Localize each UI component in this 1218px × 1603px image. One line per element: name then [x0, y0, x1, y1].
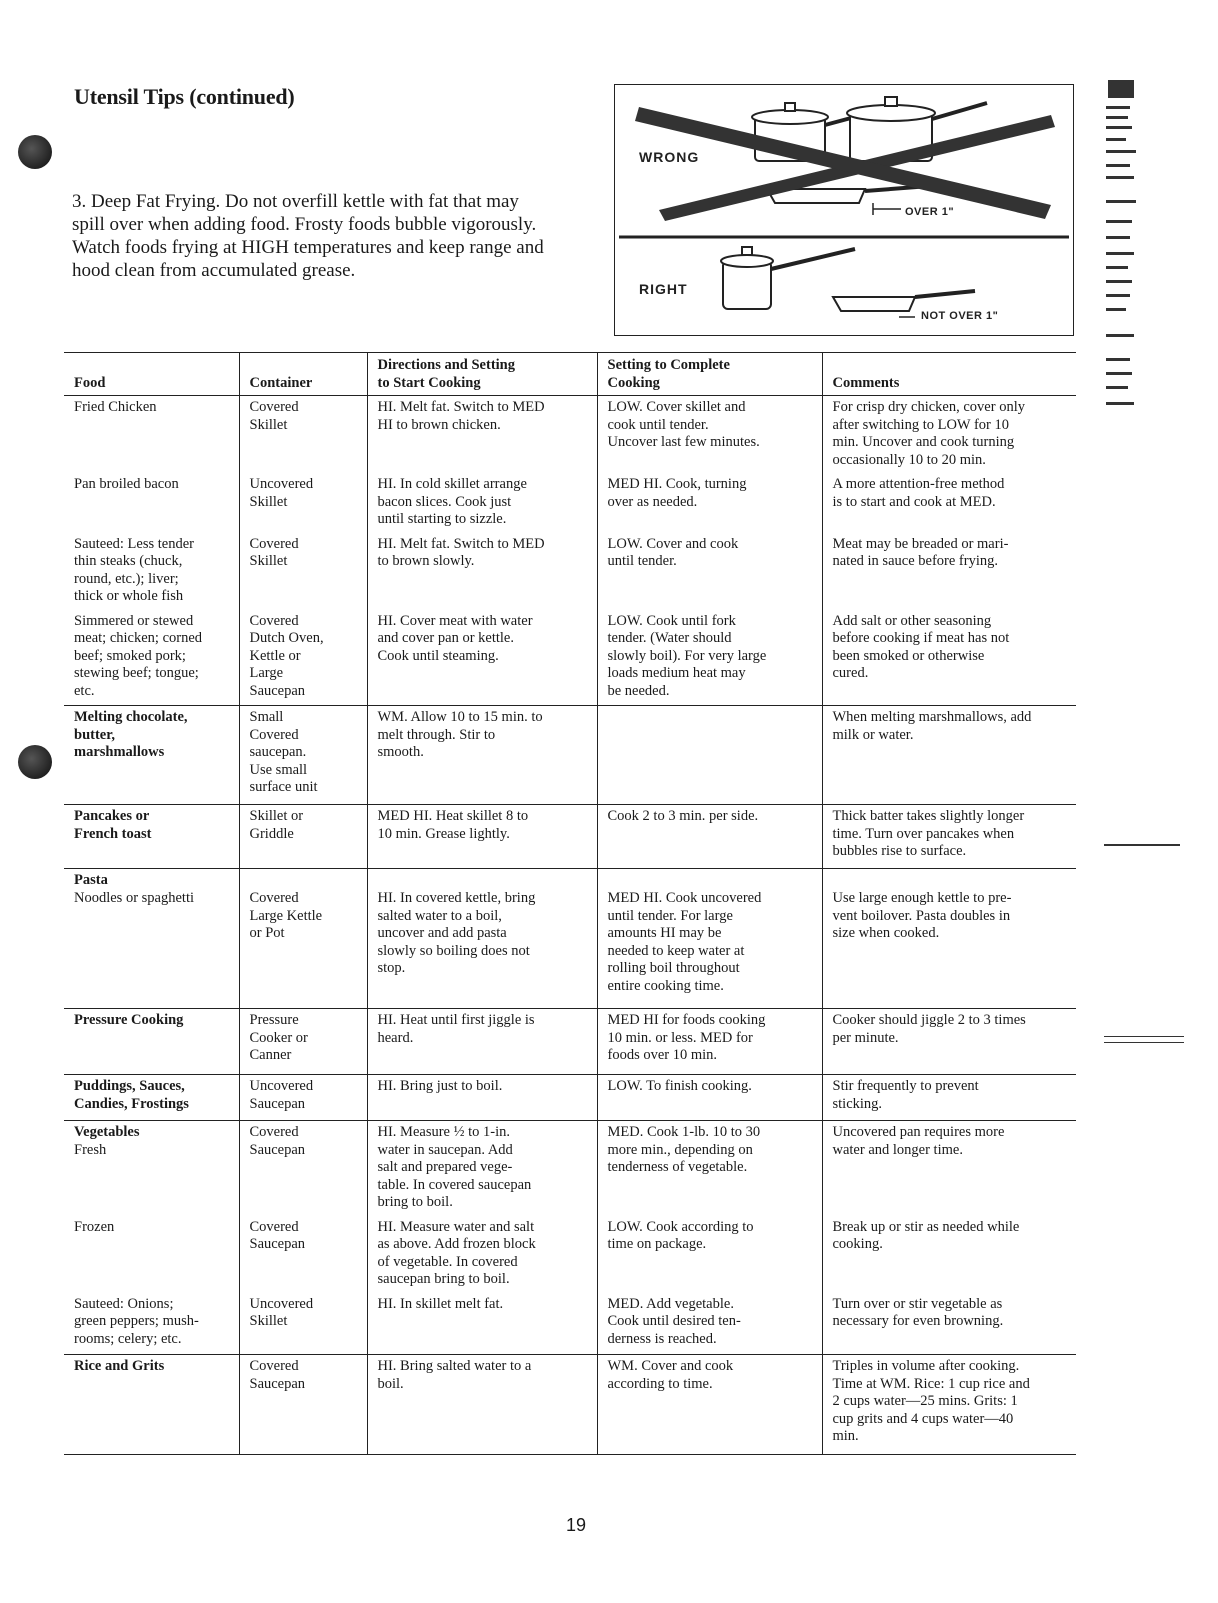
table-row	[64, 473, 1076, 533]
cell-food: Fried Chicken	[74, 399, 157, 415]
cell-complete: LOW. To finish cooking.	[597, 1075, 822, 1121]
food-category-vegetables: Vegetables	[74, 1124, 140, 1140]
cell-directions: MED HI. Heat skillet 8 to 10 min. Grease lightly.	[367, 805, 597, 869]
cell-food: Pan broiled bacon	[74, 476, 179, 492]
cell-directions: HI. Cover meat with water and cover pan or kettle. Cook until steaming.	[367, 610, 597, 706]
cell-container: Uncovered Skillet	[239, 473, 367, 533]
cell-complete: WM. Cover and cook according to time.	[597, 1355, 822, 1455]
cell-directions: HI. Measure ½ to 1-in. water in saucepan. Add salt and prepared vege- table. In covered saucepan bring to boil.	[367, 1121, 597, 1216]
cell-directions: HI. Heat until first jiggle is heard.	[367, 1009, 597, 1075]
cell-comments: Thick batter takes slightly longer time. Turn over pancakes when bubbles rise to surface.	[822, 805, 1076, 869]
table-row	[64, 706, 1076, 805]
cell-container: Covered Skillet	[239, 533, 367, 610]
food-item: Noodles or spaghetti	[74, 889, 195, 906]
page-title: Utensil Tips (continued)	[74, 84, 295, 109]
over-note: OVER 1"	[905, 206, 955, 218]
table-row	[64, 1355, 1076, 1455]
not-over-note: NOT OVER 1"	[921, 310, 999, 322]
table-row	[64, 869, 1076, 1009]
cell-container: Uncovered Skillet	[239, 1293, 367, 1355]
cell-complete: MED. Add vegetable. Cook until desired ten- derness is reached.	[597, 1293, 822, 1355]
table-row	[64, 610, 1076, 706]
cell-comments: A more attention-free method is to start and cook at MED.	[822, 473, 1076, 533]
page-number: 19	[566, 1515, 587, 1535]
cell-comments: Uncovered pan requires more water and longer time.	[822, 1121, 1076, 1216]
cell-container: Covered Saucepan	[239, 1216, 367, 1293]
cell-comments: When melting marshmallows, add milk or water.	[822, 706, 1076, 805]
cell-food: Pancakes or French toast	[64, 805, 239, 869]
cell-comments: For crisp dry chicken, cover only after switching to LOW for 10 min. Uncover and cook turning occasionally 10 to 20 min.	[822, 396, 1076, 474]
cell-directions: HI. Melt fat. Switch to MED HI to brown chicken.	[367, 396, 597, 474]
cell-comments: Break up or stir as needed while cooking.	[822, 1216, 1076, 1293]
cell-complete: LOW. Cover and cook until tender.	[597, 533, 822, 610]
cell-comments: Turn over or stir vegetable as necessary for even browning.	[822, 1293, 1076, 1355]
food-item: Fresh	[74, 1141, 107, 1158]
cell-complete: MED HI for foods cooking 10 min. or less. MED for foods over 10 min.	[597, 1009, 822, 1075]
cell-directions: HI. Measure water and salt as above. Add frozen block of vegetable. In covered saucepan bring to boil.	[367, 1216, 597, 1293]
cell-food: Rice and Grits	[64, 1355, 239, 1455]
cell-complete: LOW. Cover skillet and cook until tender. Uncover last few minutes.	[597, 396, 822, 474]
cell-complete: Cook 2 to 3 min. per side.	[597, 805, 822, 869]
cell-directions: WM. Allow 10 to 15 min. to melt through. Stir to smooth.	[367, 706, 597, 805]
cell-directions: HI. In covered kettle, bring salted water to a boil, uncover and add pasta slowly so boiling does not stop.	[367, 869, 597, 1009]
cell-comments: Triples in volume after cooking. Time at WM. Rice: 1 cup rice and 2 cups water—25 mins. Grits: 1 cup grits and 4 cups water—40 min.	[822, 1355, 1076, 1455]
cell-food: Puddings, Sauces, Candies, Frostings	[64, 1075, 239, 1121]
table-row	[64, 805, 1076, 869]
cell-comments: Meat may be breaded or mari- nated in sauce before frying.	[822, 533, 1076, 610]
cell-comments: Cooker should jiggle 2 to 3 times per minute.	[822, 1009, 1076, 1075]
cell-food: Pressure Cooking	[64, 1009, 239, 1075]
punch-hole-top	[18, 135, 52, 169]
wrong-label: WRONG	[639, 149, 700, 165]
table-row	[64, 1075, 1076, 1121]
cell-directions: HI. Melt fat. Switch to MED to brown slowly.	[367, 533, 597, 610]
cell-food: Simmered or stewed meat; chicken; corned beef; smoked pork; stewing beef; tongue; etc.	[64, 610, 239, 706]
table-row	[64, 1216, 1076, 1293]
cell-container: Covered Saucepan	[239, 1355, 367, 1455]
cell-container: Covered Dutch Oven, Kettle or Large Saucepan	[239, 610, 367, 706]
cell-container: Small Covered saucepan. Use small surface unit	[239, 706, 367, 805]
table-row	[64, 1121, 1076, 1216]
header-directions: Directions and Setting to Start Cooking	[367, 353, 597, 396]
cell-complete: MED. Cook 1-lb. 10 to 30 more min., depending on tenderness of vegetable.	[597, 1121, 822, 1216]
right-pots-drawing	[721, 247, 975, 311]
cell-container: Uncovered Saucepan	[239, 1075, 367, 1121]
table-row	[64, 396, 1076, 474]
cell-food	[64, 869, 239, 1009]
punch-hole-middle	[18, 745, 52, 779]
utensil-drawing	[615, 85, 1073, 335]
table-row	[64, 1009, 1076, 1075]
cell-comments: Stir frequently to prevent sticking.	[822, 1075, 1076, 1121]
cell-directions: HI. In skillet melt fat.	[367, 1293, 597, 1355]
cell-container: Covered Skillet	[239, 396, 367, 474]
deep-fat-frying-tip: 3. Deep Fat Frying. Do not overfill kettle with fat that may spill over when adding food. Frosty foods bubble vigorously. Watch foods frying at HIGH temperatures and keep range and hood clean from accumulated grease.	[72, 191, 544, 281]
header-comments: Comments	[822, 353, 1076, 396]
cell-container: Skillet or Griddle	[239, 805, 367, 869]
cell-food	[64, 1121, 239, 1216]
header-complete: Setting to Complete Cooking	[597, 353, 822, 396]
header-food: Food	[64, 353, 239, 396]
cell-complete: MED HI. Cook, turning over as needed.	[597, 473, 822, 533]
right-label: RIGHT	[639, 281, 688, 297]
cell-complete: LOW. Cook according to time on package.	[597, 1216, 822, 1293]
cell-complete: MED HI. Cook uncovered until tender. For large amounts HI may be needed to keep water at rolling boil throughout entire cooking time.	[597, 869, 822, 1009]
cooking-guide-table	[64, 352, 1076, 1455]
cell-container: Covered Large Kettle or Pot	[239, 869, 367, 1009]
utensil-illustration	[614, 84, 1074, 336]
cell-container: Pressure Cooker or Canner	[239, 1009, 367, 1075]
food-category-pasta: Pasta	[74, 872, 108, 888]
cell-container: Covered Saucepan	[239, 1121, 367, 1216]
table-header-row	[64, 353, 1076, 396]
cell-complete: LOW. Cook until fork tender. (Water should slowly boil). For very large loads medium heat may be needed.	[597, 610, 822, 706]
cell-food: Sauteed: Onions; green peppers; mush- rooms; celery; etc.	[64, 1293, 239, 1355]
cell-comments: Use large enough kettle to pre- vent boilover. Pasta doubles in size when cooked.	[822, 869, 1076, 1009]
header-container: Container	[239, 353, 367, 396]
cell-complete	[597, 706, 822, 805]
table-row	[64, 533, 1076, 610]
table-row	[64, 1293, 1076, 1355]
cell-directions: HI. In cold skillet arrange bacon slices. Cook just until starting to sizzle.	[367, 473, 597, 533]
cell-food: Frozen	[74, 1218, 115, 1235]
cell-directions: HI. Bring salted water to a boil.	[367, 1355, 597, 1455]
cell-food: Melting chocolate, butter, marshmallows	[64, 706, 239, 805]
cell-food: Sauteed: Less tender thin steaks (chuck, round, etc.); liver; thick or whole fish	[74, 535, 194, 604]
cell-comments: Add salt or other seasoning before cooking if meat has not been smoked or otherwise cured.	[822, 610, 1076, 706]
cell-directions: HI. Bring just to boil.	[367, 1075, 597, 1121]
